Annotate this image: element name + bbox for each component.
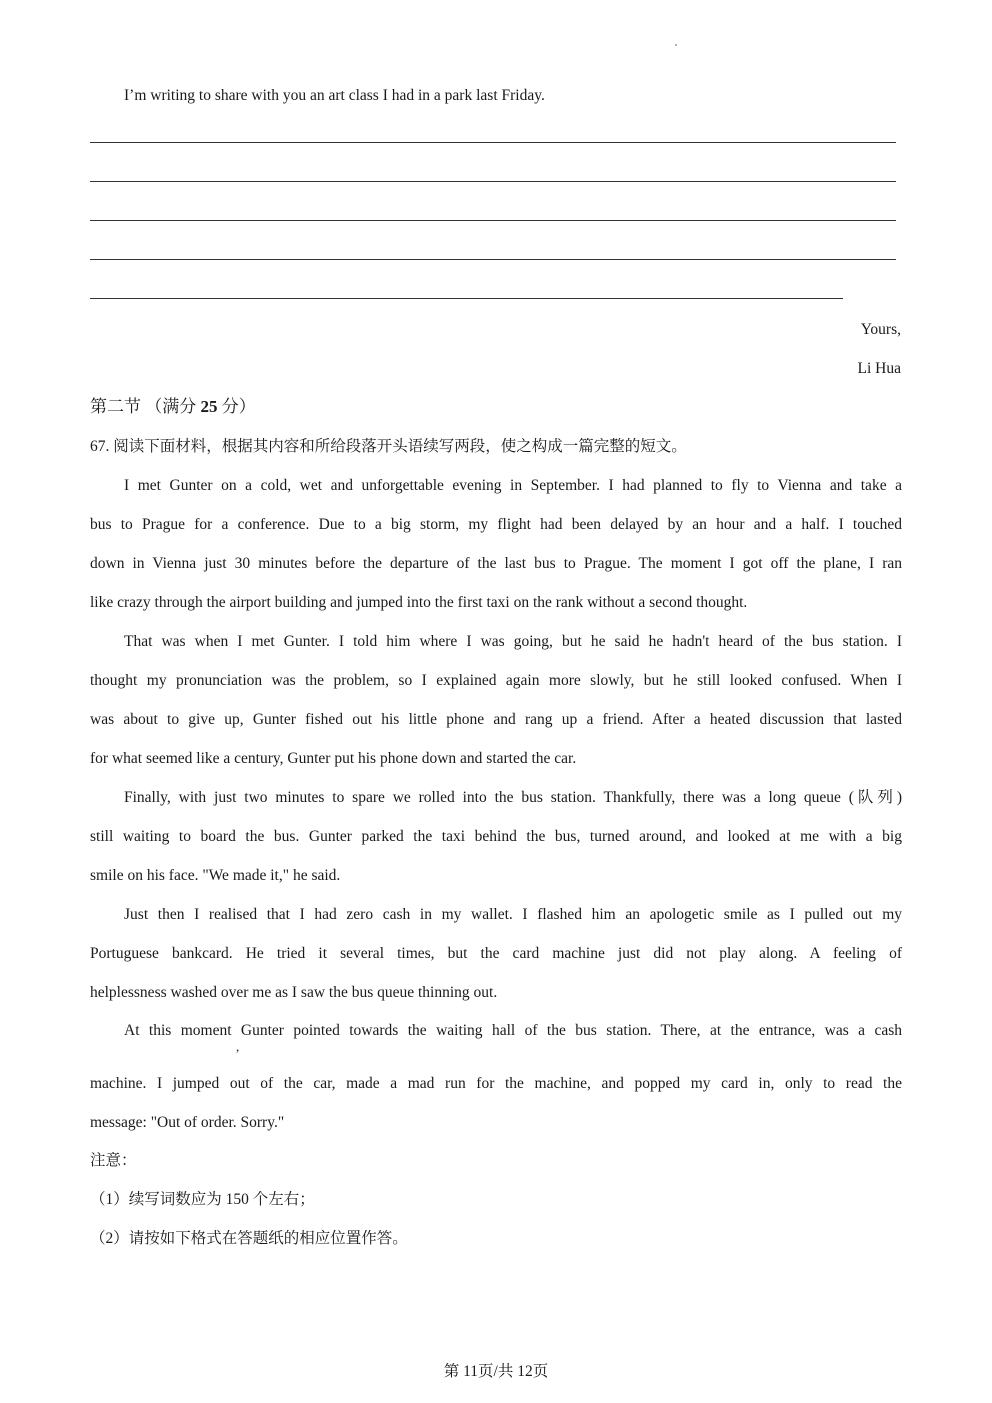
passage-line: was about to give up, Gunter fished out his little phone and rang up a friend. After a heated discussion that lasted bbox=[90, 711, 902, 728]
answer-line-1 bbox=[90, 142, 896, 143]
section-title bbox=[90, 397, 902, 417]
answer-line-3 bbox=[90, 220, 896, 221]
passage-line: bus to Prague for a conference. Due to a big storm, my flight had been delayed by an hour and a half. I touched bbox=[90, 516, 902, 533]
passage-line: machine. I jumped out of the car, made a mad run for the machine, and popped my card in, only to read the bbox=[90, 1075, 902, 1092]
notes-heading: 注意： bbox=[90, 1152, 137, 1169]
letter-opening: I’m writing to share with you an art class I had in a park last Friday. bbox=[124, 87, 545, 104]
passage-line: down in Vienna just 30 minutes before the departure of the last bus to Prague. The moment I got off the plane, I ran bbox=[90, 555, 902, 572]
page-footer: 第 11页/共 12页 bbox=[443, 1363, 549, 1380]
answer-line-5 bbox=[90, 298, 843, 299]
answer-line-2 bbox=[90, 181, 896, 182]
section-title-points: 25 bbox=[200, 397, 218, 416]
passage-line: message: "Out of order. Sorry." bbox=[90, 1114, 285, 1131]
section-title-suffix: 分） bbox=[217, 397, 256, 416]
passage-line: Portuguese bankcard. He tried it several times, but the card machine just did not play along. A feeling of bbox=[90, 945, 902, 962]
passage-line: helplessness washed over me as I saw the bus queue thinning out. bbox=[90, 984, 498, 1001]
passage-line: That was when I met Gunter. I told him where I was going, but he said he hadn't heard of the bus station. I bbox=[124, 633, 902, 650]
letter-closing: Yours, bbox=[860, 321, 901, 338]
letter-signature: Li Hua bbox=[857, 360, 901, 377]
passage-line: At this moment Gunter pointed towards the waiting hall of the bus station. There, at the entrance, was a cash bbox=[124, 1022, 902, 1039]
passage-line: Just then I realised that I had zero cash in my wallet. I flashed him an apologetic smile as I pulled out my bbox=[124, 906, 902, 923]
note-item: （2）请按如下格式在答题纸的相应位置作答。 bbox=[90, 1230, 408, 1247]
question-prompt: 67. 阅读下面材料，根据其内容和所给段落开头语续写两段，使之构成一篇完整的短文。 bbox=[90, 438, 687, 455]
passage-line: thought my pronunciation was the problem, so I explained again more slowly, but he still looked confused. When I bbox=[90, 672, 902, 689]
passage-line: Finally, with just two minutes to spare we rolled into the bus station. Thankfully, there was a long queue (队列) bbox=[124, 789, 902, 806]
passage-line: still waiting to board the bus. Gunter parked the taxi behind the bus, turned around, and looked at me with a big bbox=[90, 828, 902, 845]
scan-speck bbox=[675, 44, 677, 46]
passage-line: for what seemed like a century, Gunter put his phone down and started the car. bbox=[90, 750, 577, 767]
passage-line: I met Gunter on a cold, wet and unforgettable evening in September. I had planned to fly to Vienna and take a bbox=[124, 477, 902, 494]
passage-line: smile on his face. "We made it," he said. bbox=[90, 867, 341, 884]
note-item: （1）续写词数应为 150 个左右； bbox=[90, 1191, 315, 1208]
passage-line: like crazy through the airport building and jumped into the first taxi on the rank without a second thought. bbox=[90, 594, 748, 611]
answer-line-4 bbox=[90, 259, 896, 260]
stray-comma: , bbox=[236, 1039, 240, 1054]
section-title-prefix: 第二节 （满分 bbox=[90, 397, 201, 416]
